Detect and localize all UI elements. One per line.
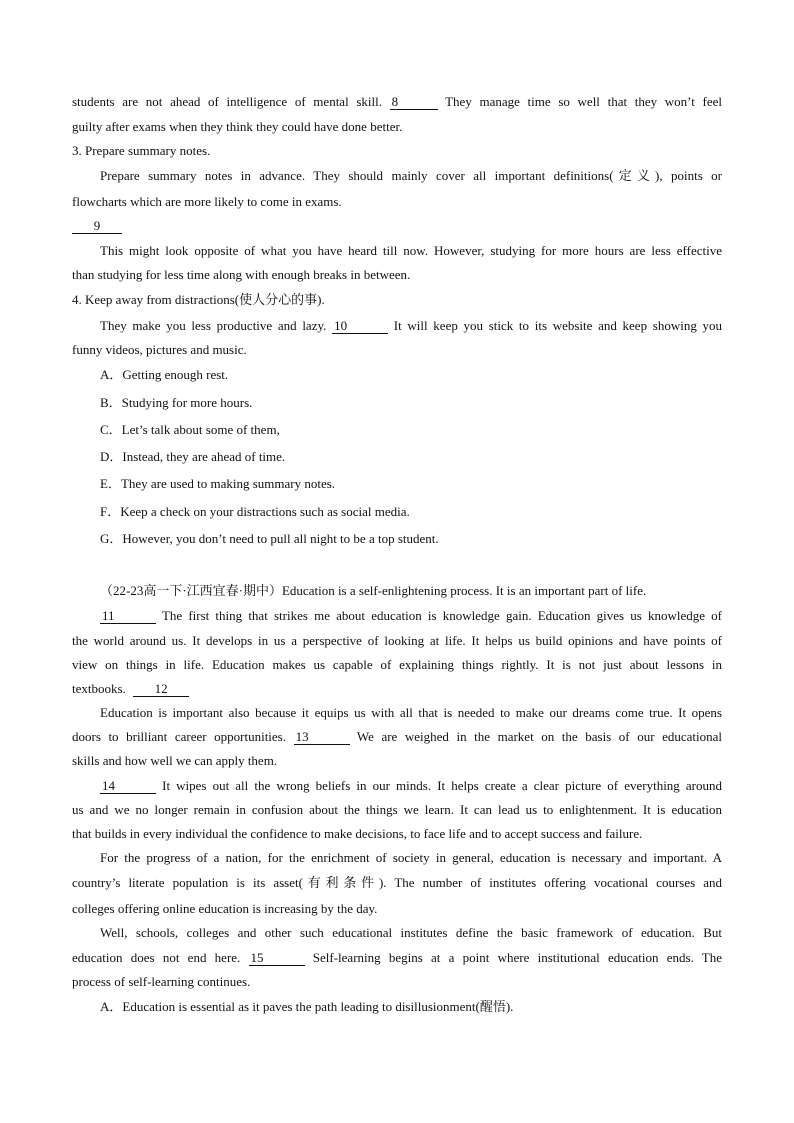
text-line: colleges offering online education is increasing by the day. <box>72 901 378 916</box>
option-b: B．Studying for more hours. <box>100 395 253 410</box>
text-run: doors to brilliant career opportunities. <box>72 729 286 744</box>
blank-12: 12 <box>133 682 189 697</box>
text-line <box>72 950 722 966</box>
blank-line <box>72 218 122 234</box>
blank-14: 14 <box>100 779 156 794</box>
text-run: They manage time so well that they won’t feel <box>445 94 723 109</box>
text-run: We are weighed in the market on the basis of our educational <box>356 729 722 744</box>
text-line <box>100 318 722 334</box>
text-run: textbooks. <box>72 681 126 696</box>
blank-8: 8 <box>390 95 438 110</box>
text-run: students are not ahead of intelligence of mental skill. <box>72 94 382 109</box>
text-run: Self-learning begins at a point where institutional education ends. The <box>312 950 722 965</box>
text-line: Prepare summary notes in advance. They should mainly cover all important definitions(定义), points or <box>100 168 722 183</box>
text-run: It will keep you stick to its website and keep showing you <box>393 318 723 333</box>
blank-11: 11 <box>100 609 156 624</box>
text-line: Education is important also because it equips us with all that is needed to make our dreams come true. It opens <box>100 705 722 720</box>
option-a: A．Education is essential as it paves the path leading to disillusionment(醒悟). <box>100 999 514 1014</box>
text-line <box>72 94 722 110</box>
text-line: flowcharts which are more likely to come in exams. <box>72 194 342 209</box>
text-line: guilty after exams when they think they could have done better. <box>72 119 403 134</box>
option-f: F．Keep a check on your distractions such as social media. <box>100 504 410 519</box>
text-line: that builds in every individual the confidence to make decisions, to face life and to accept success and failure. <box>72 826 643 841</box>
option-e: E．They are used to making summary notes. <box>100 476 336 491</box>
text-line: For the progress of a nation, for the enrichment of society in general, education is necessary and important. A <box>100 850 722 865</box>
text-line: Well, schools, colleges and other such educational institutes define the basic framework of education. But <box>100 925 722 940</box>
blank-15: 15 <box>249 951 305 966</box>
text-line: us and we no longer remain in confusion about the things we learn. It can lead us to enlightenment. It is education <box>72 802 722 817</box>
text-line: country’s literate population is its asset(有利条件). The number of institutes offering vocational courses and <box>72 875 722 890</box>
text-line: This might look opposite of what you have heard till now. However, studying for more hours are less effective <box>100 243 722 258</box>
text-line <box>72 681 189 697</box>
text-line: funny videos, pictures and music. <box>72 342 247 357</box>
text-line <box>72 729 722 745</box>
text-line <box>100 778 722 794</box>
text-line: than studying for less time along with enough breaks in between. <box>72 267 411 282</box>
section-heading: 3. Prepare summary notes. <box>72 143 211 158</box>
text-line <box>100 608 722 624</box>
option-a: A．Getting enough rest. <box>100 367 229 382</box>
text-run: The first thing that strikes me about education is knowledge gain. Education gives us knowledge of <box>161 608 722 623</box>
option-d: D．Instead, they are ahead of time. <box>100 449 286 464</box>
text-run: It wipes out all the wrong beliefs in our minds. It helps create a clear picture of everything around <box>162 778 723 793</box>
option-g: G．However, you don’t need to pull all night to be a top student. <box>100 531 439 546</box>
text-run: They make you less productive and lazy. <box>100 318 327 333</box>
text-run: education does not end here. <box>72 950 241 965</box>
text-line: view on things in life. Education makes us capable of explaining things rightly. It is not just about lessons in <box>72 657 722 672</box>
blank-10: 10 <box>332 319 388 334</box>
option-c: C．Let’s talk about some of them, <box>100 422 280 437</box>
blank-9: 9 <box>72 219 122 234</box>
text-line: the world around us. It develops in us a perspective of looking at life. It helps us build opinions and have points of <box>72 633 722 648</box>
blank-13: 13 <box>294 730 350 745</box>
text-line: process of self-learning continues. <box>72 974 251 989</box>
text-line: skills and how well we can apply them. <box>72 753 278 768</box>
passage-intro: （22-23高一下·江西宜春·期中）Education is a self-enlightening process. It is an important part of life. <box>100 583 647 598</box>
section-heading: 4. Keep away from distractions(使人分心的事). <box>72 292 325 307</box>
